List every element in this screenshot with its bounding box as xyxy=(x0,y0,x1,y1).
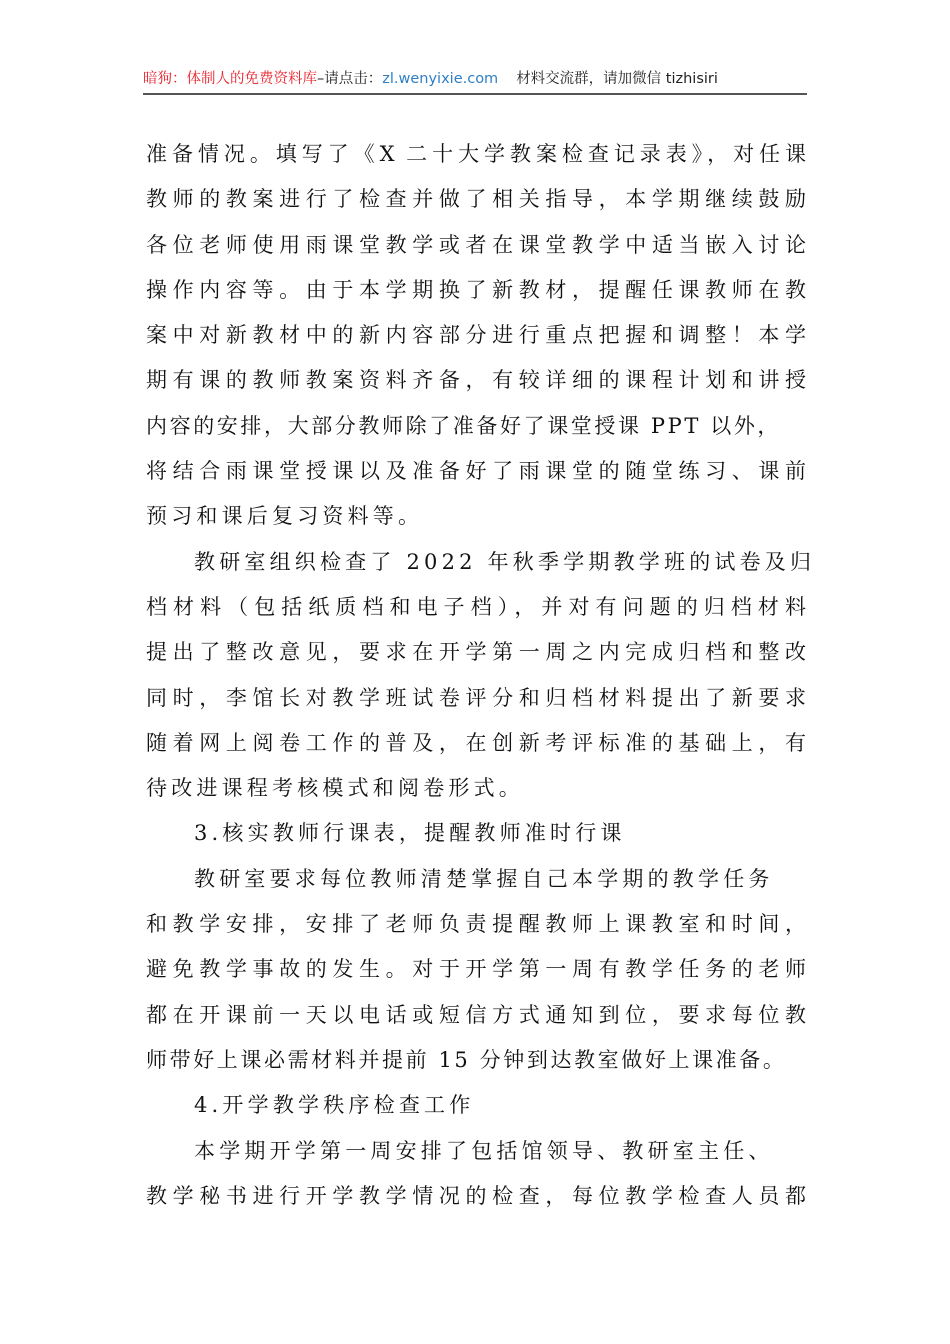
document-line: 准备情况。填写了《X 二十大学教案检查记录表》，对任课 xyxy=(146,142,806,166)
document-line: 提出了整改意见，要求在开学第一周之内完成归档和整改 xyxy=(146,640,806,665)
document-line: 随着网上阅卷工作的普及，在创新考评标准的基础上，有 xyxy=(146,730,806,755)
document-line: 都在开课前一天以电话或短信方式通知到位，要求每位教 xyxy=(146,1002,806,1027)
document-line: 教研室要求每位教师清楚掌握自己本学期的教学任务 xyxy=(194,866,774,891)
document-line: 师带好上课必需材料并提前 15 分钟到达教室做好上课准备。 xyxy=(146,1047,787,1072)
document-line: 将结合雨课堂授课以及准备好了雨课堂的随堂练习、课前 xyxy=(146,459,806,484)
header-site-name: 暗狗：体制人的免费资料库 xyxy=(143,71,317,87)
watermark-header xyxy=(143,68,806,94)
document-line: 3.核实教师行课表，提醒教师准时行课 xyxy=(194,821,626,846)
document-line: 4.开学教学秩序检查工作 xyxy=(194,1093,475,1118)
document-line: 避免教学事故的发生。对于开学第一周有教学任务的老师 xyxy=(146,957,806,982)
document-line: 教师的教案进行了检查并做了相关指导，本学期继续鼓励 xyxy=(146,187,806,212)
header-click-prefix: –请点击： xyxy=(317,71,383,87)
document-line: 待改进课程考核模式和阅卷形式。 xyxy=(146,776,524,801)
document-line: 操作内容等。由于本学期换了新教材，提醒任课教师在教 xyxy=(146,277,806,302)
document-line: 和教学安排，安排了老师负责提醒教师上课教室和时间， xyxy=(146,912,806,937)
document-line: 案中对新教材中的新内容部分进行重点把握和调整！本学 xyxy=(146,323,806,348)
document-line: 内容的安排，大部分教师除了准备好了课堂授课 PPT 以外， xyxy=(146,413,782,438)
document-line: 教研室组织检查了 2022 年秋季学期教学班的试卷及归 xyxy=(194,549,816,574)
document-line: 预习和课后复习资料等。 xyxy=(146,504,424,529)
document-line: 档材料（包括纸质档和电子档），并对有问题的归档材料 xyxy=(146,594,806,619)
header-contact: 材料交流群，请加微信 tizhisiri xyxy=(516,71,718,87)
header-divider xyxy=(143,93,807,95)
document-line: 各位老师使用雨课堂教学或者在课堂教学中适当嵌入讨论 xyxy=(146,232,806,257)
header-link[interactable]: zl.wenyixie.com xyxy=(382,71,499,87)
document-line: 同时，李馆长对教学班试卷评分和归档材料提出了新要求 xyxy=(146,685,806,710)
document-line: 期有课的教师教案资料齐备，有较详细的课程计划和讲授 xyxy=(146,368,806,393)
document-line: 教学秘书进行开学教学情况的检查，每位教学检查人员都 xyxy=(146,1183,806,1208)
document-line: 本学期开学第一周安排了包括馆领导、教研室主任、 xyxy=(194,1138,774,1163)
document-body xyxy=(146,132,816,1219)
